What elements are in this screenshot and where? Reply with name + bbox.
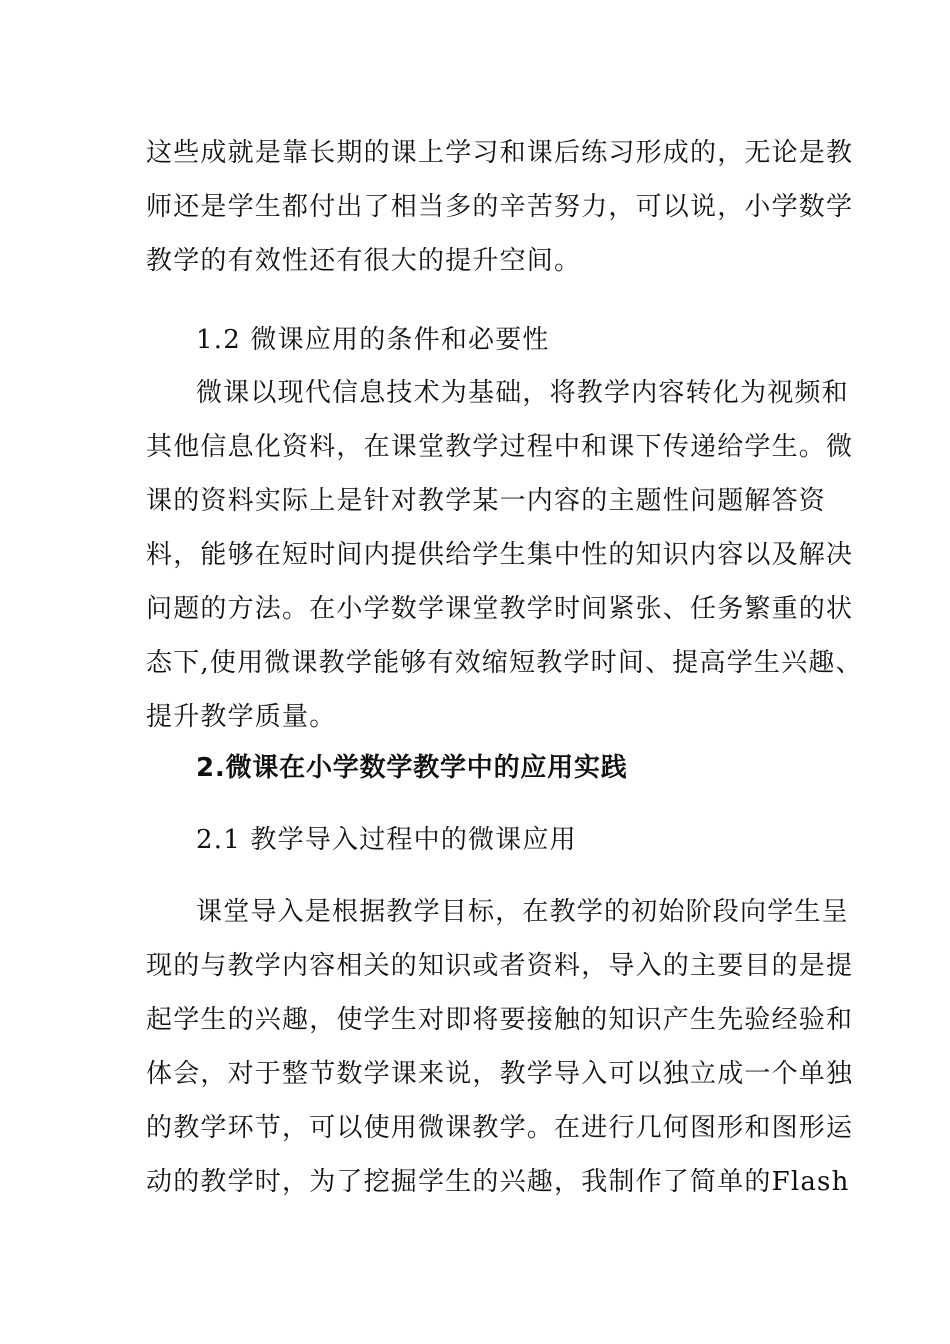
- section-heading-2-1: 2.1 教学导入过程中的微课应用: [196, 825, 577, 855]
- paragraph-line: 态下,使用微课教学能够有效缩短教学时间、提高学生兴趣、: [146, 648, 863, 678]
- paragraph-line: 料，能够在短时间内提供给学生集中性的知识内容以及解决: [146, 540, 854, 570]
- section-heading-1-2: 1.2 微课应用的条件和必要性: [196, 325, 550, 355]
- paragraph-line: 起学生的兴趣，使学生对即将要接触的知识产生先验经验和: [146, 1005, 854, 1035]
- paragraph-line: 现的与教学内容相关的知识或者资料，导入的主要目的是提: [146, 951, 854, 981]
- section-heading-2: 2.微课在小学数学教学中的应用实践: [196, 753, 628, 783]
- paragraph-line: 师还是学生都付出了相当多的辛苦努力，可以说，小学数学: [146, 192, 854, 222]
- paragraph-line: 问题的方法。在小学数学课堂教学时间紧张、任务繁重的状: [146, 594, 854, 624]
- paragraph-line: 其他信息化资料，在课堂教学过程中和课下传递给学生。微: [146, 432, 854, 462]
- paragraph-line: 微课以现代信息技术为基础，将教学内容转化为视频和: [196, 378, 849, 408]
- paragraph-line: 动的教学时，为了挖掘学生的兴趣，我制作了简单的Flash: [146, 1167, 850, 1197]
- paragraph-line: 提升教学质量。: [146, 702, 337, 732]
- paragraph-line: 这些成就是靠长期的课上学习和课后练习形成的，无论是教: [146, 138, 854, 168]
- paragraph-line: 课的资料实际上是针对教学某一内容的主题性问题解答资: [146, 486, 827, 516]
- paragraph-line: 教学的有效性还有很大的提升空间。: [146, 246, 582, 276]
- paragraph-line: 体会，对于整节数学课来说，教学导入可以独立成一个单独: [146, 1059, 854, 1089]
- paragraph-line: 的教学环节，可以使用微课教学。在进行几何图形和图形运: [146, 1113, 854, 1143]
- paragraph-line: 课堂导入是根据教学目标，在教学的初始阶段向学生呈: [196, 897, 849, 927]
